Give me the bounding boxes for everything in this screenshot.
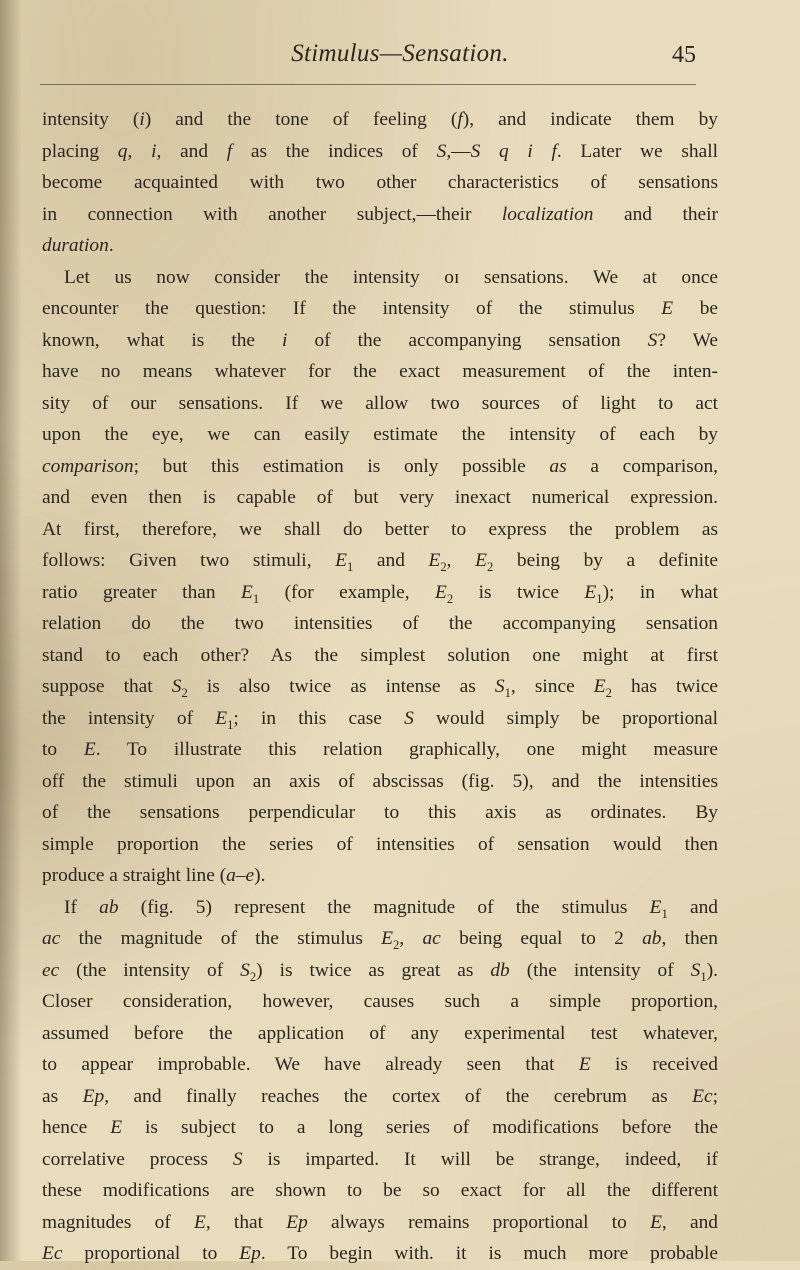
text-line: duration.	[42, 235, 114, 256]
text-line: hence E is subject to a long series of modifications before the	[42, 1117, 719, 1138]
text-line: placing q, i, and f as the indices of S,—S q i f. Later we shall	[42, 140, 718, 162]
text-line: assumed before the application of any experimental test whatever,	[42, 1022, 718, 1044]
binding-shadow	[0, 0, 22, 1261]
text-line: become acquainted with two other characteristics of sensations	[42, 172, 718, 193]
text-line: simple proportion the series of intensities of sensation would then	[42, 833, 718, 855]
text-line: intensity (i) and the tone of feeling (f), and indicate them by	[42, 109, 719, 130]
text-line: relation do the two intensities of the accompanying sensation	[42, 613, 718, 634]
running-head	[0, 40, 800, 76]
text-line: the intensity of $E_1$; in this case S would simply be proportional	[42, 707, 718, 732]
text-line: off the stimuli upon an axis of abscissas (fig. 5), and the intensities	[42, 770, 718, 792]
text-line: magnitudes of E, that Ep always remains proportional to E, and	[42, 1211, 718, 1233]
text-line: At first, therefore, we shall do better to express the problem as	[42, 518, 718, 540]
text-line: upon the eye, we can easily estimate the intensity of each by	[42, 424, 718, 445]
text-line: Ec proportional to Ep. To begin with. it is much more probable	[42, 1243, 718, 1264]
text-line: ratio greater than $E_1$ (for example, $E_2$ is twice $E_1$); in what	[42, 581, 719, 606]
text-line: to appear improbable. We have already seen that E is received	[42, 1054, 718, 1075]
text-line: stand to each other? As the simplest solution one might at first	[42, 644, 718, 666]
body-text	[42, 104, 718, 1270]
text-line: If ab (fig. 5) represent the magnitude of the stimulus $E_1$ and	[64, 896, 719, 921]
text-line: have no means whatever for the exact measurement of the inten-	[42, 361, 718, 382]
text-line: known, what is the i of the accompanying sensation S? We	[42, 329, 718, 351]
text-line: suppose that $S_2$ is also twice as intense as $S_1$, since $E_2$ has twice	[42, 676, 718, 700]
text-line: and even then is capable of but very inexact numerical expression.	[42, 487, 718, 508]
text-line: Closer consideration, however, causes such a simple proportion,	[42, 991, 718, 1012]
running-title: Stimulus—Sensation.	[291, 40, 509, 67]
text-line: as Ep, and finally reaches the cortex of the cerebrum as Ec;	[42, 1085, 718, 1107]
text-line: ac the magnitude of the stimulus $E_2$, ac being equal to 2 ab, then	[42, 928, 718, 952]
text-line: to E. To illustrate this relation graphically, one might measure	[42, 739, 718, 760]
text-line: correlative process S is imparted. It will be strange, indeed, if	[42, 1148, 719, 1170]
page-number: 45	[672, 42, 696, 68]
text-line: comparison; but this estimation is only possible as a comparison,	[42, 455, 718, 477]
text-line: sity of our sensations. If we allow two sources of light to act	[42, 392, 718, 414]
text-line: produce a straight line (a–e).	[42, 865, 266, 886]
text-line: Let us now consider the intensity oɪ sensations. We at once	[64, 266, 718, 288]
text-line: follows: Given two stimuli, $E_1$ and $E_2$, $E_2$ being by a definite	[42, 550, 718, 574]
header-rule	[40, 84, 696, 85]
text-line: ec (the intensity of $S_2$) is twice as great as db (the intensity of $S_1$).	[42, 959, 718, 984]
text-line: in connection with another subject,—their localization and their	[42, 203, 718, 225]
text-line: these modifications are shown to be so exact for all the different	[42, 1180, 718, 1201]
text-line: encounter the question: If the intensity of the stimulus E be	[42, 298, 718, 319]
text-line: of the sensations perpendicular to this axis as ordinates. By	[42, 802, 718, 823]
